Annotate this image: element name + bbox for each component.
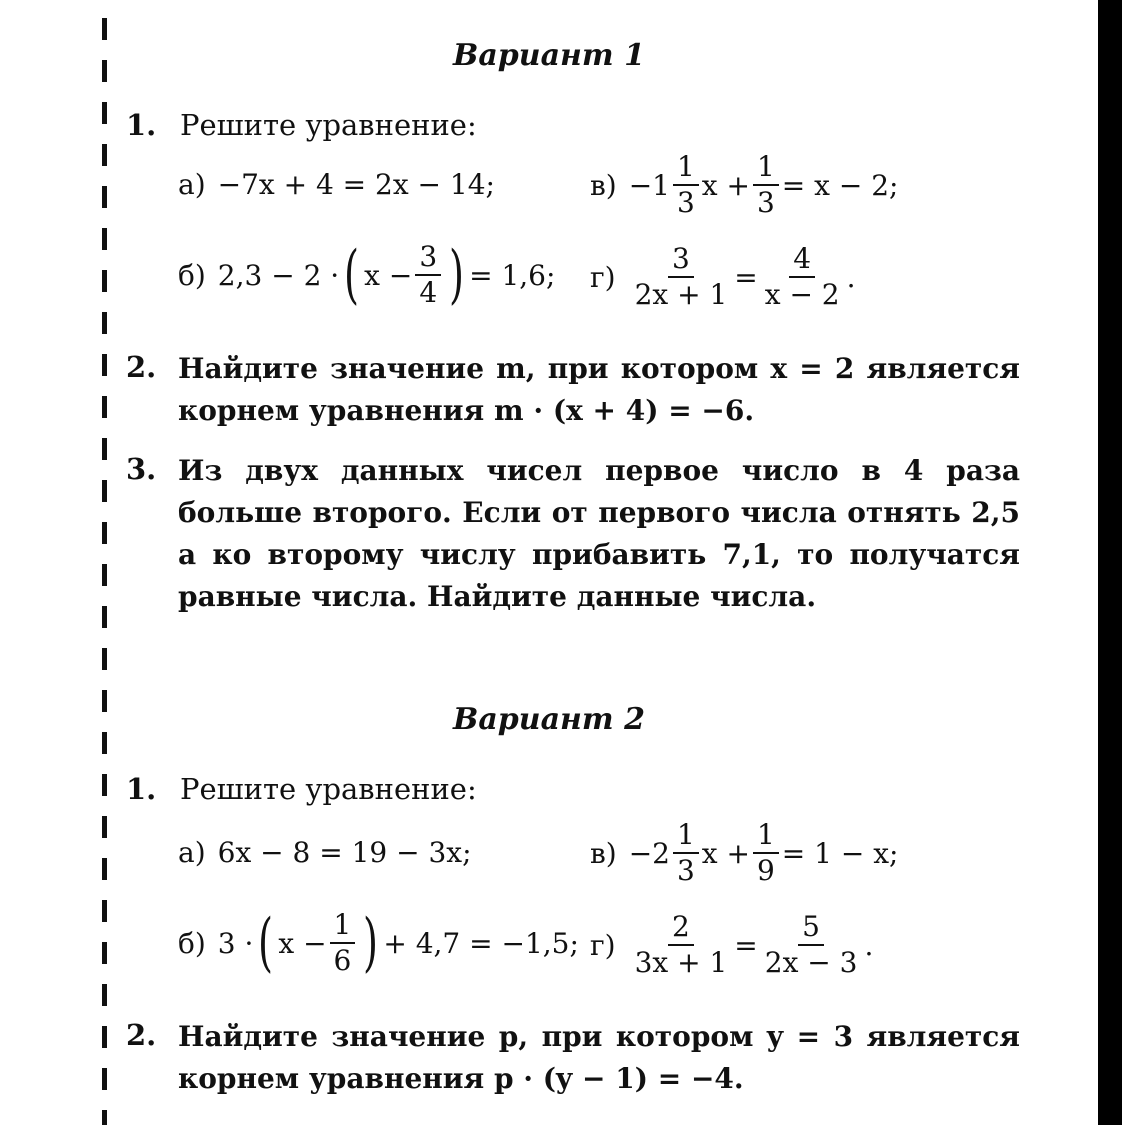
cut-line-dash (102, 774, 107, 796)
numerator: 3 (415, 240, 441, 276)
equation-part: −2 (628, 836, 670, 870)
cut-line-dash (102, 228, 107, 250)
cut-line-dash (102, 186, 107, 208)
left-paren: ( (344, 238, 360, 312)
fraction (761, 242, 844, 312)
equation-part: = 1,6; (469, 258, 556, 292)
v2-task1-stem: Решите уравнение: (180, 772, 477, 806)
equation-part: . (846, 260, 856, 294)
cut-line-dash (102, 1068, 107, 1090)
variant-1-title: Вариант 1 (453, 38, 645, 73)
v1-task2-text: Найдите значение m, при котором x = 2 является корнем уравнения m · (x + 4) = −6. (178, 352, 1020, 427)
left-paren: ( (258, 906, 274, 980)
cut-line-dash (102, 1110, 107, 1125)
v1-equation-v (590, 150, 898, 220)
equation-part: + 4,7 = −1,5; (383, 926, 579, 960)
numerator: 3 (668, 242, 694, 278)
numerator: 2 (668, 910, 694, 946)
denominator: 3 (756, 186, 775, 219)
equation-part: x − (278, 926, 327, 960)
equation-part: . (864, 928, 874, 962)
equation-part: x − (364, 258, 413, 292)
v2-equation-g (590, 910, 873, 980)
cut-line-dash (102, 858, 107, 880)
denominator: 4 (419, 276, 438, 309)
v1-task3-text: Из двух данных чисел первое число в 4 раза больше второго. Если от первого числа отнять 2,5 а ко второму числу прибавить 7,1, то получатся равные числа. Найдите данные числа. (178, 454, 1020, 613)
v2-equation-a (178, 836, 472, 869)
equation-label: а) (178, 168, 206, 201)
v1-equation-g (590, 242, 856, 312)
cut-line-dash (102, 942, 107, 964)
v2-task2-number: 2. (126, 1018, 157, 1052)
cut-line-dash (102, 312, 107, 334)
equation-part: −1 (628, 168, 670, 202)
fraction (673, 818, 699, 888)
right-paren: ) (363, 906, 379, 980)
cut-line-dash (102, 900, 107, 922)
equation-part: x + (701, 168, 750, 202)
equation-part: 2,3 − 2 · (217, 258, 340, 292)
cut-line (102, 0, 112, 1125)
v1-task1-stem: Решите уравнение: (180, 108, 477, 142)
variant-2-title: Вариант 2 (453, 702, 645, 737)
equation-label: б) (178, 926, 206, 960)
cut-line-dash (102, 606, 107, 628)
cut-line-dash (102, 438, 107, 460)
cut-line-dash (102, 396, 107, 418)
v1-task3-number: 3. (126, 452, 157, 486)
fraction (631, 242, 732, 312)
fraction (673, 150, 699, 220)
equation-text: −7x + 4 = 2x − 14; (217, 168, 495, 201)
v1-equation-b (178, 240, 555, 310)
denominator: 2x + 1 (634, 278, 728, 311)
equation-label: в) (590, 168, 617, 202)
denominator: 3 (676, 186, 695, 219)
cut-line-dash (102, 480, 107, 502)
equation-part: 3 · (217, 926, 254, 960)
cut-line-dash (102, 354, 107, 376)
cut-line-dash (102, 522, 107, 544)
equation-part: = x − 2; (781, 168, 899, 202)
cut-line-dash (102, 816, 107, 838)
numerator: 4 (789, 242, 815, 278)
fraction (415, 240, 441, 310)
equation-label: б) (178, 258, 206, 292)
right-paren: ) (449, 238, 465, 312)
equation-label: а) (178, 836, 206, 869)
equation-label: г) (590, 928, 616, 962)
numerator: 1 (330, 908, 356, 944)
denominator: 3 (676, 854, 695, 887)
equation-part: = (734, 260, 758, 294)
fraction (753, 818, 779, 888)
v2-task1-number: 1. (126, 772, 157, 806)
numerator: 1 (753, 818, 779, 854)
numerator: 1 (753, 150, 779, 186)
fraction (330, 908, 356, 978)
equation-part: x + (701, 836, 750, 870)
cut-line-dash (102, 564, 107, 586)
fraction (631, 910, 732, 980)
denominator: 6 (333, 944, 352, 977)
cut-line-dash (102, 1026, 107, 1048)
equation-label: г) (590, 260, 616, 294)
cut-line-dash (102, 102, 107, 124)
numerator: 1 (673, 818, 699, 854)
cut-line-dash (102, 18, 107, 40)
v2-task2-text: Найдите значение p, при котором y = 3 является корнем уравнения p · (y − 1) = −4. (178, 1020, 1020, 1095)
v1-equation-a (178, 168, 495, 201)
v2-equation-b (178, 908, 579, 978)
cut-line-dash (102, 984, 107, 1006)
v2-equation-v (590, 818, 898, 888)
fraction (753, 150, 779, 220)
equation-part: = 1 − x; (781, 836, 899, 870)
numerator: 1 (673, 150, 699, 186)
denominator: x − 2 (764, 278, 840, 311)
cut-line-dash (102, 144, 107, 166)
cut-line-dash (102, 648, 107, 670)
denominator: 9 (756, 854, 775, 887)
equation-part: = (734, 928, 758, 962)
numerator: 5 (798, 910, 824, 946)
denominator: 3x + 1 (634, 946, 728, 979)
fraction (761, 910, 862, 980)
equation-label: в) (590, 836, 617, 870)
cut-line-dash (102, 270, 107, 292)
equation-text: 6x − 8 = 19 − 3x; (217, 836, 472, 869)
v1-task2-number: 2. (126, 350, 157, 384)
v1-task1-number: 1. (126, 108, 157, 142)
denominator: 2x − 3 (764, 946, 858, 979)
